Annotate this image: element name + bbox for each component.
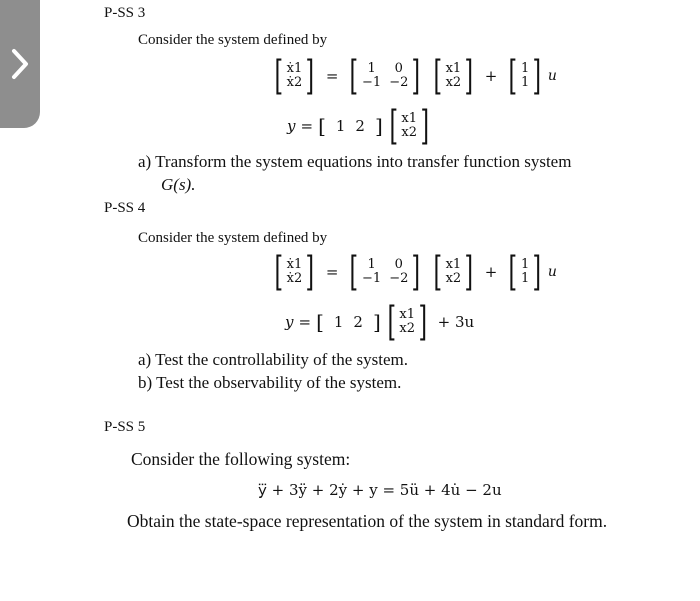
input-symbol: u	[547, 68, 557, 84]
chevron-right-icon	[10, 47, 30, 81]
state-equation: [ ẋ1 ẋ2 ] = [ 1 0 −1 −2 ] [ x1 x2 ] + [ 1 1 ] u	[268, 56, 557, 96]
problem-intro: Consider the system defined by	[138, 32, 328, 48]
state-derivative-vector: [ ẋ1 ẋ2 ]	[274, 53, 315, 99]
matrix-b: [ 1 1 ]	[508, 53, 542, 99]
feedthrough-term: + 3u	[437, 313, 475, 331]
question-b: b) Test the observability of the system.	[138, 373, 402, 392]
input-symbol: u	[547, 264, 557, 280]
question-a: a) Test the controllability of the system.	[138, 350, 408, 369]
problem-code: P-SS 5	[104, 419, 146, 435]
problem-intro: Consider the following system:	[131, 449, 351, 469]
matrix-c: [ 1 2 ]	[318, 114, 383, 138]
problem-code: P-SS 4	[104, 200, 146, 216]
question-a-cont: G(s).	[161, 175, 196, 194]
output-equation: y = [ 1 2 ] [ x1 x2 ] + 3u	[285, 299, 475, 345]
state-vector: [ x1 x2 ]	[387, 299, 428, 345]
matrix-b: [ 1 1 ]	[508, 249, 542, 295]
question-a: a) Transform the system equations into transfer function system	[138, 152, 572, 171]
output-equation: y = [ 1 2 ] [ x1 x2 ]	[287, 106, 436, 146]
state-vector: [ x1 x2 ]	[433, 53, 474, 99]
state-vector: [ x1 x2 ]	[389, 103, 430, 149]
state-derivative-vector: [ ẋ1 ẋ2 ]	[274, 249, 315, 295]
matrix-c: [ 1 2 ]	[316, 310, 381, 334]
state-vector: [ x1 x2 ]	[433, 249, 474, 295]
problem-code: P-SS 3	[104, 5, 146, 21]
matrix-a: [ 1 0 −1 −2 ]	[349, 53, 421, 99]
task-text: Obtain the state-space representation of the system in standard form.	[127, 511, 608, 531]
differential-equation: y⃛ + 3ÿ + 2ẏ + y = 5ü + 4u̇ − 2u	[258, 481, 502, 499]
matrix-a: [ 1 0 −1 −2 ]	[349, 249, 421, 295]
side-nav-tab[interactable]	[0, 0, 40, 128]
problem-intro: Consider the system defined by	[138, 230, 328, 246]
state-equation: [ ẋ1 ẋ2 ] = [ 1 0 −1 −2 ] [ x1 x2 ] + [ 1 1 ] u	[268, 252, 557, 292]
